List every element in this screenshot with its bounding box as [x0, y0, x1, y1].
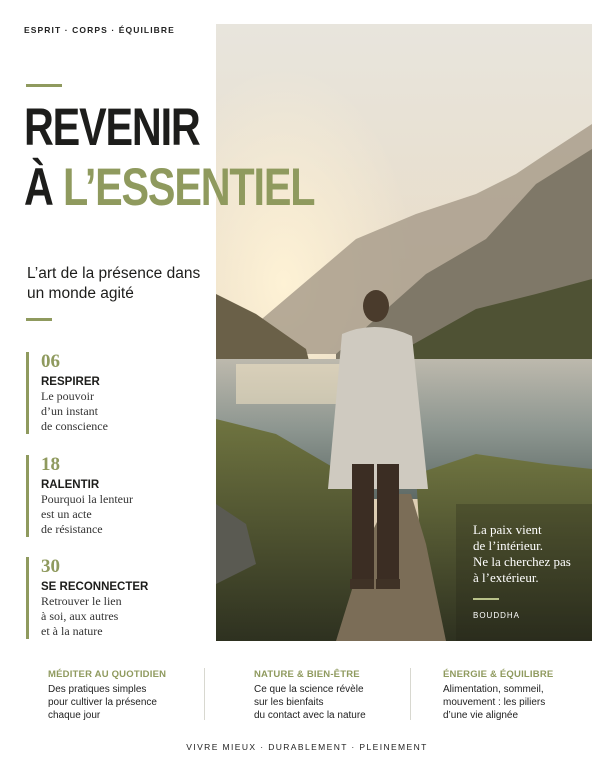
footer-text-line: chaque jour [48, 710, 101, 721]
quote-line: La paix vient [473, 522, 542, 537]
footer-divider [410, 668, 411, 720]
toc-description [41, 492, 226, 537]
toc-page-number: 06 [41, 351, 60, 372]
tagline: VIVRE MIEUX · DURABLEMENT · PLEINEMENT [186, 742, 428, 752]
toc-page-number: 30 [41, 556, 60, 577]
pull-quote [473, 522, 591, 624]
footer-text-line: Alimentation, sommeil, [443, 684, 544, 695]
footer-heading: NATURE & BIEN-ÊTRE [254, 669, 360, 680]
title-line-2-accent: L’ESSENTIEL [63, 158, 315, 217]
toc-heading: RESPIRER [41, 376, 100, 388]
quote-line: Ne la cherchez pas [473, 554, 571, 569]
footer-text-line: sur les bienfaits [254, 697, 324, 708]
quote-line: de l’intérieur. [473, 538, 544, 553]
toc-heading: RALENTIR [41, 479, 100, 491]
quote-line: à l’extérieur. [473, 570, 539, 585]
toc-item-se-reconnecter[interactable] [26, 557, 226, 639]
title-line-1: REVENIR [24, 98, 200, 157]
toc-description-line: à soi, aux autres [41, 609, 119, 623]
footer-text-line: pour cultiver la présence [48, 697, 157, 708]
footer-divider [204, 668, 205, 720]
toc-description [41, 389, 226, 434]
cover-title [24, 98, 314, 218]
toc-description [41, 594, 226, 639]
toc-heading: SE RECONNECTER [41, 581, 149, 593]
footer-text [254, 683, 414, 722]
quote-rule [473, 598, 499, 600]
footer-text-line: mouvement : les piliers [443, 697, 546, 708]
footer-text [443, 683, 603, 722]
footer-text-line: Ce que la science révèle [254, 684, 364, 695]
footer-text-line: Des pratiques simples [48, 684, 147, 695]
title-line-2-prefix: À [24, 158, 53, 217]
toc-item-ralentir[interactable] [26, 455, 226, 537]
footer-text [48, 683, 208, 722]
toc-description-line: Retrouver le lien [41, 594, 122, 608]
footer-heading: ÉNERGIE & ÉQUILIBRE [443, 669, 554, 680]
quote-author: BOUDDHA [473, 611, 521, 620]
title-rule [26, 84, 62, 87]
masthead-kicker: ESPRIT · CORPS · ÉQUILIBRE [24, 25, 175, 35]
toc-description-line: Pourquoi la lenteur [41, 492, 133, 506]
toc-description-line: de conscience [41, 419, 108, 433]
footer-heading: MÉDITER AU QUOTIDIEN [48, 669, 167, 680]
toc-description-line: et à la nature [41, 624, 103, 638]
cover-subtitle: L’art de la présence dans un monde agité [27, 265, 201, 302]
toc-description-line: est un acte [41, 507, 92, 521]
subtitle-rule [26, 318, 52, 321]
footer-feature-nature[interactable] [254, 668, 414, 722]
toc-item-respirer[interactable] [26, 352, 226, 434]
footer-feature-energie[interactable] [443, 668, 603, 722]
toc-description-line: Le pouvoir [41, 389, 94, 403]
footer-text-line: du contact avec la nature [254, 710, 366, 721]
toc-page-number: 18 [41, 454, 60, 475]
footer-text-line: d’une vie alignée [443, 710, 519, 721]
toc-description-line: de résistance [41, 522, 103, 536]
toc-description-line: d’un instant [41, 404, 98, 418]
footer-feature-mediter[interactable] [48, 668, 208, 722]
